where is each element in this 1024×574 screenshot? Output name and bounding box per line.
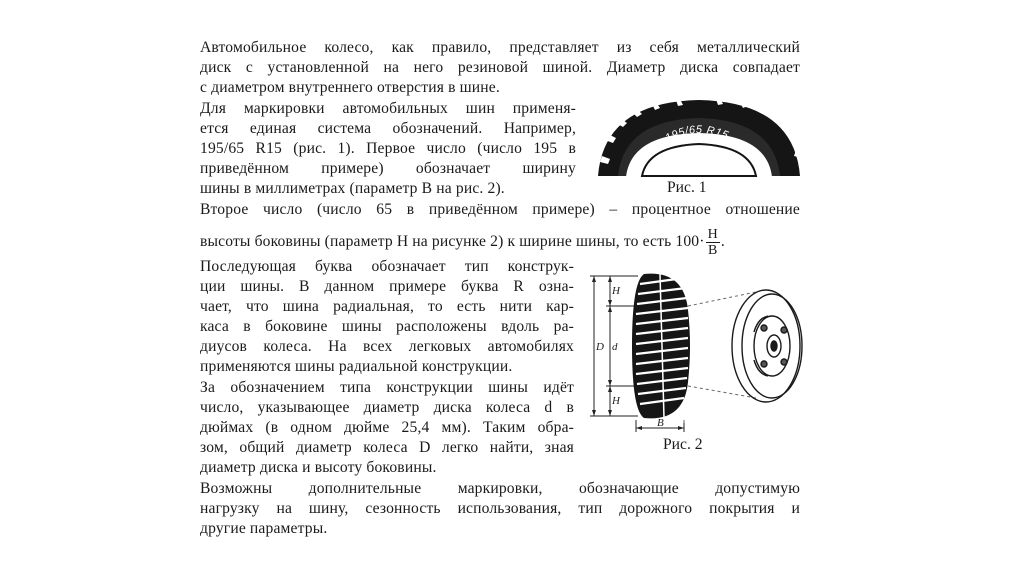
text-line: дюймах (в одном дюйме 25,4 мм). Таким обра- bbox=[200, 419, 574, 436]
figure-2-caption: Рис. 2 bbox=[663, 436, 703, 453]
text-line: каса в боковине шины расположены вдоль ра- bbox=[200, 318, 574, 335]
text-line: ции шины. В данном примере буква R озна- bbox=[200, 278, 574, 295]
text-line: чает, что шина радиальная, то есть нити кар- bbox=[200, 298, 574, 315]
text-line: 195/65 R15 (рис. 1). Первое число (число 195 в bbox=[200, 140, 576, 157]
text-line: с диаметром внутреннего отверстия в шине. bbox=[200, 79, 500, 96]
formula-fraction bbox=[706, 227, 720, 258]
formula-denominator: B bbox=[707, 243, 718, 258]
projection-lines bbox=[684, 292, 756, 426]
tire-marking: 195/65 R15 bbox=[663, 123, 731, 145]
text-line: число, указывающее диаметр диска колеса d в bbox=[200, 399, 574, 416]
tire-inner-opening bbox=[642, 144, 756, 176]
text-line: За обозначением типа конструкции шины идёт bbox=[200, 379, 574, 396]
formula-coefficient: 100 bbox=[675, 233, 700, 251]
figure-2-tire-diagram bbox=[588, 270, 812, 436]
text-segment: высоты боковины (параметр H на рисунке 2) к ширине шины, то есть bbox=[200, 233, 672, 251]
text-line: Второе число (число 65 в приведённом примере) – процентное отношение bbox=[200, 201, 800, 218]
label-H-top: H bbox=[612, 285, 620, 297]
label-D: D bbox=[596, 341, 604, 353]
text-line: диусов колеса. На всех легковых автомобилях bbox=[200, 338, 574, 355]
text-line: нагрузку на шину, сезонность использования, тип дорожного покрытия и bbox=[200, 500, 800, 517]
text-line: диск с установленной на него резиновой шиной. Диаметр диска совпадает bbox=[200, 59, 800, 76]
label-H-bottom: H bbox=[612, 395, 620, 407]
text-line: Автомобильное колесо, как правило, представляет из себя металлический bbox=[200, 39, 800, 56]
wheel-rim bbox=[732, 290, 802, 402]
formula-end: . bbox=[720, 233, 725, 251]
label-B: B bbox=[657, 417, 664, 429]
text-line: Возможны дополнительные маркировки, обозначающие допустимую bbox=[200, 480, 800, 497]
text-line: другие параметры. bbox=[200, 520, 328, 537]
formula-numerator: H bbox=[707, 227, 718, 242]
text-line: зом, общий диаметр колеса D легко найти, зная bbox=[200, 439, 574, 456]
figure-1-caption: Рис. 1 bbox=[667, 179, 707, 196]
text-line: Последующая буква обозначает тип конструк- bbox=[200, 258, 574, 275]
figure-1-tire bbox=[596, 96, 802, 178]
text-line: шины в миллиметрах (параметр B на рис. 2). bbox=[200, 180, 505, 197]
text-line: применяются шины радиальной конструкции. bbox=[200, 358, 513, 375]
label-d: d bbox=[612, 341, 618, 353]
text-line: ется единая система обозначений. Например, bbox=[200, 120, 576, 137]
text-line: приведённом примере) обозначает ширину bbox=[200, 160, 576, 177]
formula-line bbox=[200, 227, 725, 258]
formula-operator: · bbox=[699, 233, 705, 251]
text-line: диаметр диска и высоту боковины. bbox=[200, 459, 437, 476]
text-line: Для маркировки автомобильных шин применя- bbox=[200, 100, 576, 117]
